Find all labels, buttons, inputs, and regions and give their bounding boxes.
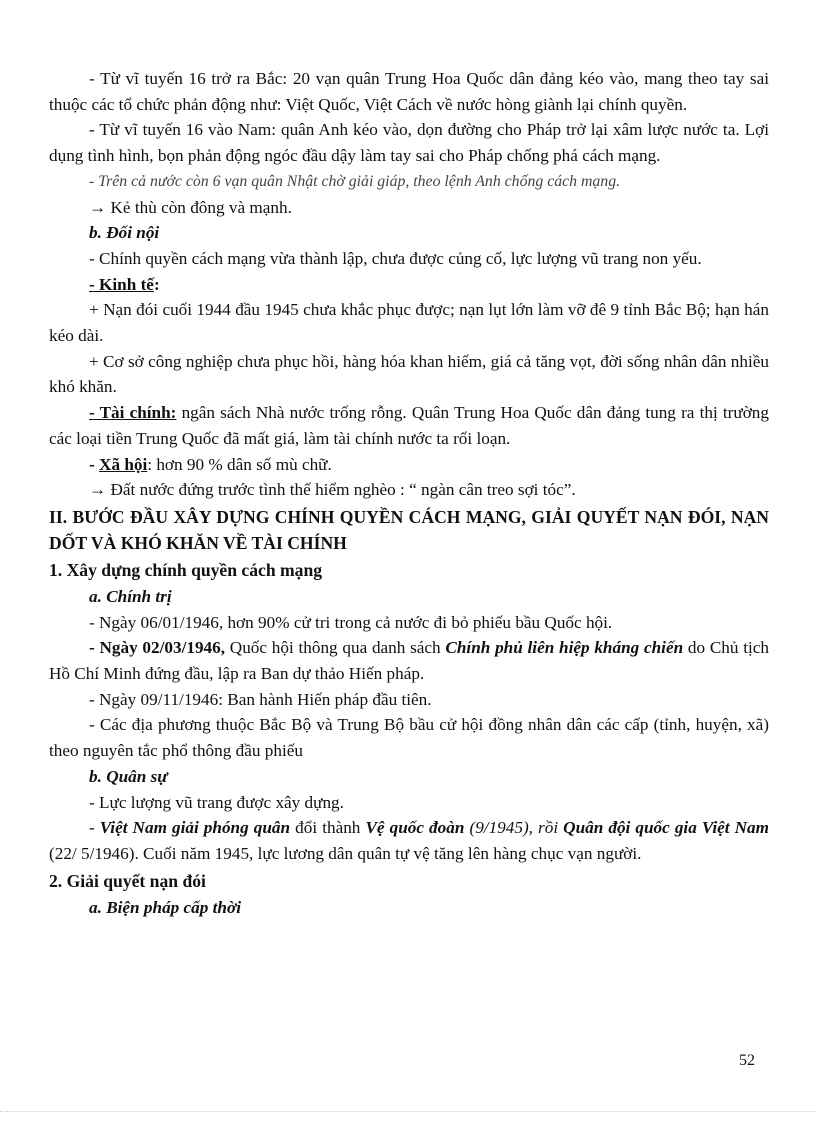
army-name-1: Việt Nam giải phóng quân <box>99 818 291 838</box>
label-economy <box>49 272 769 298</box>
army-text-2: (9/1945), rồi <box>464 818 564 838</box>
page-number: 52 <box>739 1052 755 1069</box>
paragraph-armed-forces: - Lực lượng vũ trang được xây dựng. <box>89 792 344 812</box>
paragraph-finance <box>49 400 769 451</box>
label-economy-text: - Kinh tế <box>89 274 154 294</box>
army-name-2: Vệ quốc đoàn <box>365 818 465 838</box>
coalition-text-1: Quốc hội thông qua danh sách <box>225 638 446 658</box>
date-0203: - Ngày 02/03/1946, <box>89 638 226 658</box>
section-heading-1: 1. Xây dựng chính quyền cách mạng <box>49 559 323 580</box>
subheading-urgent-measures: a. Biện pháp cấp thời <box>89 897 241 917</box>
army-text-1: đổi thành <box>290 818 366 838</box>
subheading-internal: b. Đối nội <box>89 223 160 243</box>
section-heading-2: 2. Giải quyết nạn đói <box>49 870 206 891</box>
label-economy-colon: : <box>153 274 160 294</box>
society-dash: - <box>89 454 100 474</box>
label-finance: - Tài chính: <box>89 403 177 423</box>
paragraph-government-weak: - Chính quyền cách mạng vừa thành lập, chưa được củng cố, lực lượng vũ trang non yếu. <box>89 248 702 268</box>
paragraph-north-occupation: - Từ vĩ tuyến 16 trở ra Bắc: 20 vạn quân Trung Hoa Quốc dân đảng kéo vào, mang theo tay sai thuộc các tổ chức phản động như: Việt Quốc, Việt Cách về nước hòng giành lại chính quyền. <box>49 69 769 114</box>
coalition-name: Chính phủ liên hiệp kháng chiến <box>445 638 684 658</box>
society-text: : hơn 90 % dân số mù chữ. <box>147 454 332 474</box>
paragraph-industry: + Cơ sở công nghiệp chưa phục hồi, hàng hóa khan hiếm, giá cả tăng vọt, đời sống nhân dân nhiều khó khăn. <box>49 351 769 397</box>
paragraph-country-crisis: → Đất nước đứng trước tình thế hiểm nghèo : “ ngàn cân treo sợi tóc”. <box>89 480 576 500</box>
page-bottom-divider <box>0 1111 816 1112</box>
army-name-3: Quân đội quốc gia Việt Nam <box>563 818 770 838</box>
paragraph-army-renaming <box>49 815 769 866</box>
paragraph-society <box>49 452 769 478</box>
subheading-politics: a. Chính trị <box>89 586 172 606</box>
document-page <box>49 66 769 920</box>
label-society: Xã hội <box>99 454 148 474</box>
finance-text: ngân sách Nhà nước trống rỗng. Quân Trung Hoa Quốc dân đảng tung ra thị trường các loại tiền Trung Quốc đã mất giá, làm tài chính nước ta rối loạn. <box>49 403 769 448</box>
section-heading-ii: II. BƯỚC ĐẦU XÂY DỰNG CHÍNH QUYỀN CÁCH MẠNG, GIẢI QUYẾT NẠN ĐÓI, NẠN DỐT VÀ KHÓ KHĂN VỀ TÀI CHÍNH <box>49 506 769 553</box>
paragraph-election: - Ngày 06/01/1946, hơn 90% cử tri trong cả nước đi bỏ phiếu bầu Quốc hội. <box>89 612 613 632</box>
army-dash: - <box>89 818 100 838</box>
paragraph-south-occupation: - Từ vĩ tuyến 16 vào Nam: quân Anh kéo vào, dọn đường cho Pháp trở lại xâm lược nước ta. Lợi dụng tình hình, bọn phản động ngóc đầu dậy làm tay sai cho Pháp chống phá cách mạng. <box>49 120 769 166</box>
paragraph-enemy-conclusion: → Kẻ thù còn đông và mạnh. <box>89 197 292 217</box>
subheading-military: b. Quân sự <box>89 766 168 786</box>
coalition-text-2: do Chủ tịch Hồ Chí Minh đứng đầu, lập ra Ban dự thảo Hiến pháp. <box>49 638 770 684</box>
paragraph-famine: + Nạn đói cuối 1944 đầu 1945 chưa khắc phục được; nạn lụt lớn làm vỡ đê 9 tỉnh Bắc Bộ; hạn hán kéo dài. <box>49 300 769 346</box>
paragraph-local-councils: - Các địa phương thuộc Bắc Bộ và Trung Bộ bầu cử hội đồng nhân dân các cấp (tỉnh, huyện, xã) theo nguyên tắc phổ thông đầu phiếu <box>49 715 769 761</box>
paragraph-japanese-troops: - Trên cả nước còn 6 vạn quân Nhật chờ giải giáp, theo lệnh Anh chống cách mạng. <box>89 172 621 190</box>
army-text-3: (22/ 5/1946). Cuối năm 1945, lực lương dân quân tự vệ tăng lên hàng chục vạn người. <box>49 843 642 863</box>
paragraph-constitution: - Ngày 09/11/1946: Ban hành Hiến pháp đầu tiên. <box>89 689 432 709</box>
paragraph-coalition-government <box>49 635 769 686</box>
